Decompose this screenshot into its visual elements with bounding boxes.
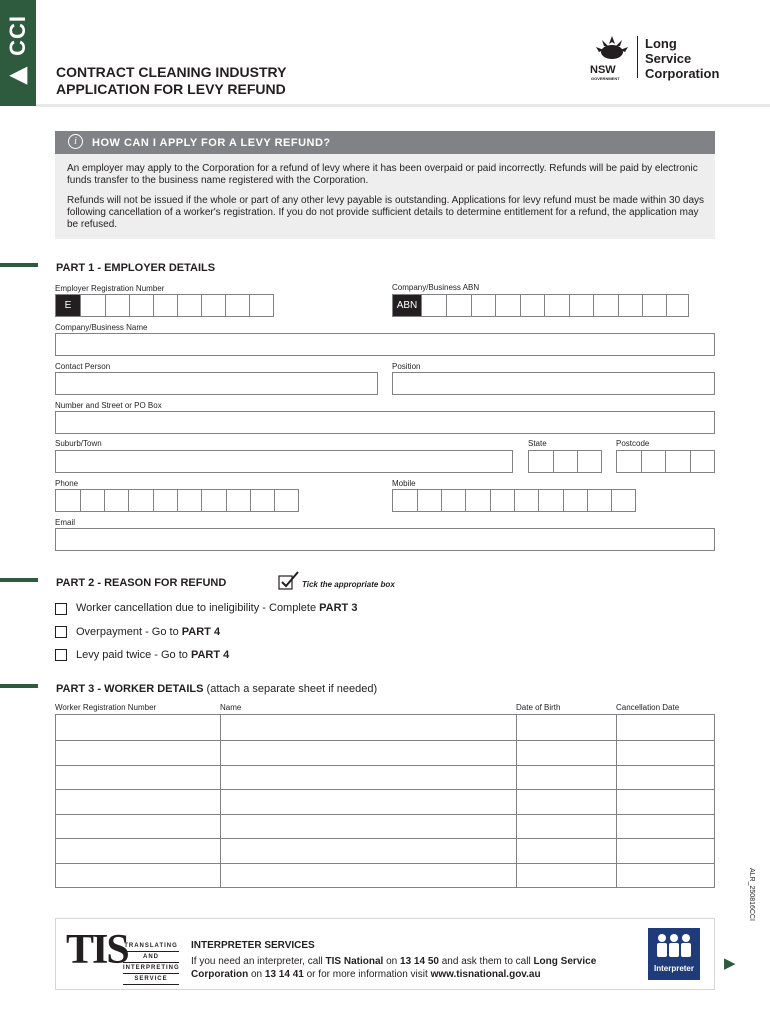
interpreter-people-icon xyxy=(652,932,696,964)
document-title-line2: APPLICATION FOR LEVY REFUND xyxy=(56,81,286,97)
interp-bold: Long Service Corporation xyxy=(191,956,597,980)
logo-divider xyxy=(637,36,638,78)
company-name-label: Company/Business Name xyxy=(55,323,148,332)
interp-text: or for more information visit xyxy=(303,969,431,980)
tick-note: Tick the appropriate box xyxy=(302,580,395,589)
column-header: Worker Registration Number xyxy=(55,703,157,712)
tis-line: TRANSLATING xyxy=(123,941,179,952)
street-label: Number and Street or PO Box xyxy=(55,401,162,410)
table-row-divider xyxy=(56,814,714,815)
option-text: Worker cancellation due to ineligibility - Complete xyxy=(76,602,320,614)
company-name-field[interactable] xyxy=(55,333,715,356)
table-row-divider xyxy=(56,765,714,766)
interpreter-services-text xyxy=(191,955,631,981)
nsw-government-label: GOVERNMENT xyxy=(591,76,620,81)
phone-field[interactable] xyxy=(55,489,299,512)
reason-checkbox-paid-twice[interactable] xyxy=(55,649,67,661)
email-label: Email xyxy=(55,518,76,527)
employer-reg-prefix: E xyxy=(56,295,81,316)
interp-bold: 13 14 41 xyxy=(264,969,304,980)
mobile-field[interactable] xyxy=(392,489,636,512)
mobile-label: Mobile xyxy=(392,479,416,488)
position-field[interactable] xyxy=(392,372,715,395)
nsw-label: NSW xyxy=(590,64,616,76)
side-banner-label: ▶ CCI xyxy=(5,15,30,89)
section-marker xyxy=(0,263,38,267)
info-paragraph-2: Refunds will not be issued if the whole or part of any other levy payable is outstanding. Applications for levy refund must be made within 30 days following cancellation of a worker's registration. If you do not provide sufficient details to determine entitlement for a refund, the application may be refused. xyxy=(67,195,705,230)
info-icon: i xyxy=(68,134,83,149)
position-label: Position xyxy=(392,362,421,371)
employer-reg-field[interactable] xyxy=(55,294,274,317)
tis-logo: TIS xyxy=(66,927,128,973)
interp-text: and ask them to call xyxy=(438,956,534,967)
section-marker xyxy=(0,684,38,688)
column-header: Name xyxy=(220,703,242,712)
table-row-divider xyxy=(56,789,714,790)
interpreter-symbol-icon xyxy=(648,928,700,980)
info-panel-title: HOW CAN I APPLY FOR A LEVY REFUND? xyxy=(92,137,331,149)
reason-checkbox-ineligibility[interactable] xyxy=(55,603,67,615)
interp-text: on xyxy=(383,956,401,967)
lsc-logo-text xyxy=(645,36,719,81)
interp-link[interactable]: www.tisnational.gov.au xyxy=(430,969,541,980)
part3-title: PART 3 - WORKER DETAILS xyxy=(56,683,204,695)
postcode-label: Postcode xyxy=(616,439,650,448)
suburb-label: Suburb/Town xyxy=(55,439,102,448)
abn-prefix: ABN xyxy=(393,295,422,316)
option-part-ref: PART 3 xyxy=(319,602,358,614)
form-code: ALR_250816CCI xyxy=(748,868,755,921)
next-page-arrow-icon[interactable]: ▶ xyxy=(724,955,736,972)
reason-option-label xyxy=(76,602,357,614)
contact-person-label: Contact Person xyxy=(55,362,111,371)
option-part-ref: PART 4 xyxy=(190,649,230,661)
part1-heading: PART 1 - EMPLOYER DETAILS xyxy=(56,262,216,274)
part3-note: (attach a separate sheet if needed) xyxy=(206,683,378,695)
part3-heading xyxy=(56,683,377,695)
phone-label: Phone xyxy=(55,479,79,488)
employer-reg-label: Employer Registration Number xyxy=(55,284,165,293)
email-field[interactable] xyxy=(55,528,715,551)
tis-line: AND xyxy=(123,952,179,963)
interp-text: on xyxy=(248,969,265,980)
abn-label: Company/Business ABN xyxy=(392,283,480,292)
tis-logo-text xyxy=(123,941,179,985)
interpreter-services-title: INTERPRETER SERVICES xyxy=(191,940,315,951)
checkbox-tick-icon xyxy=(278,571,300,591)
reason-option-label xyxy=(76,626,220,638)
option-part-ref: PART 4 xyxy=(181,626,221,638)
state-label: State xyxy=(528,439,547,448)
column-header: Date of Birth xyxy=(516,703,561,712)
reason-option-label xyxy=(76,649,229,661)
column-header: Cancellation Date xyxy=(616,703,680,712)
interp-bold: 13 14 50 xyxy=(400,956,439,967)
section-marker xyxy=(0,578,38,582)
tis-line: INTERPRETING xyxy=(123,963,179,974)
info-paragraph-1: An employer may apply to the Corporation for a refund of levy where it has been overpaid or paid incorrectly. Refunds will be paid by electronic funds transfer to the business name registered with the Corporation. xyxy=(67,163,698,186)
table-row-divider xyxy=(56,838,714,839)
street-field[interactable] xyxy=(55,411,715,434)
part2-heading: PART 2 - REASON FOR REFUND xyxy=(56,577,227,589)
logo-line: Service xyxy=(645,51,692,66)
header-rule xyxy=(36,104,770,107)
option-text: Levy paid twice - Go to xyxy=(76,649,191,661)
interpreter-badge-label: Interpreter xyxy=(653,964,694,973)
suburb-field[interactable] xyxy=(55,450,513,473)
tis-line: SERVICE xyxy=(123,974,179,985)
state-field[interactable] xyxy=(528,450,602,473)
interp-bold: TIS National xyxy=(325,956,384,967)
document-title-line1: CONTRACT CLEANING INDUSTRY xyxy=(56,64,287,80)
table-row-divider xyxy=(56,740,714,741)
interp-text: If you need an interpreter, call xyxy=(191,956,326,967)
logo-line: Corporation xyxy=(645,66,720,81)
postcode-field[interactable] xyxy=(616,450,715,473)
logo-line: Long xyxy=(645,36,677,51)
option-text: Overpayment - Go to xyxy=(76,626,182,638)
table-row-divider xyxy=(56,863,714,864)
contact-person-field[interactable] xyxy=(55,372,378,395)
reason-checkbox-overpayment[interactable] xyxy=(55,626,67,638)
abn-field[interactable] xyxy=(392,294,689,317)
worker-details-table xyxy=(55,714,715,888)
